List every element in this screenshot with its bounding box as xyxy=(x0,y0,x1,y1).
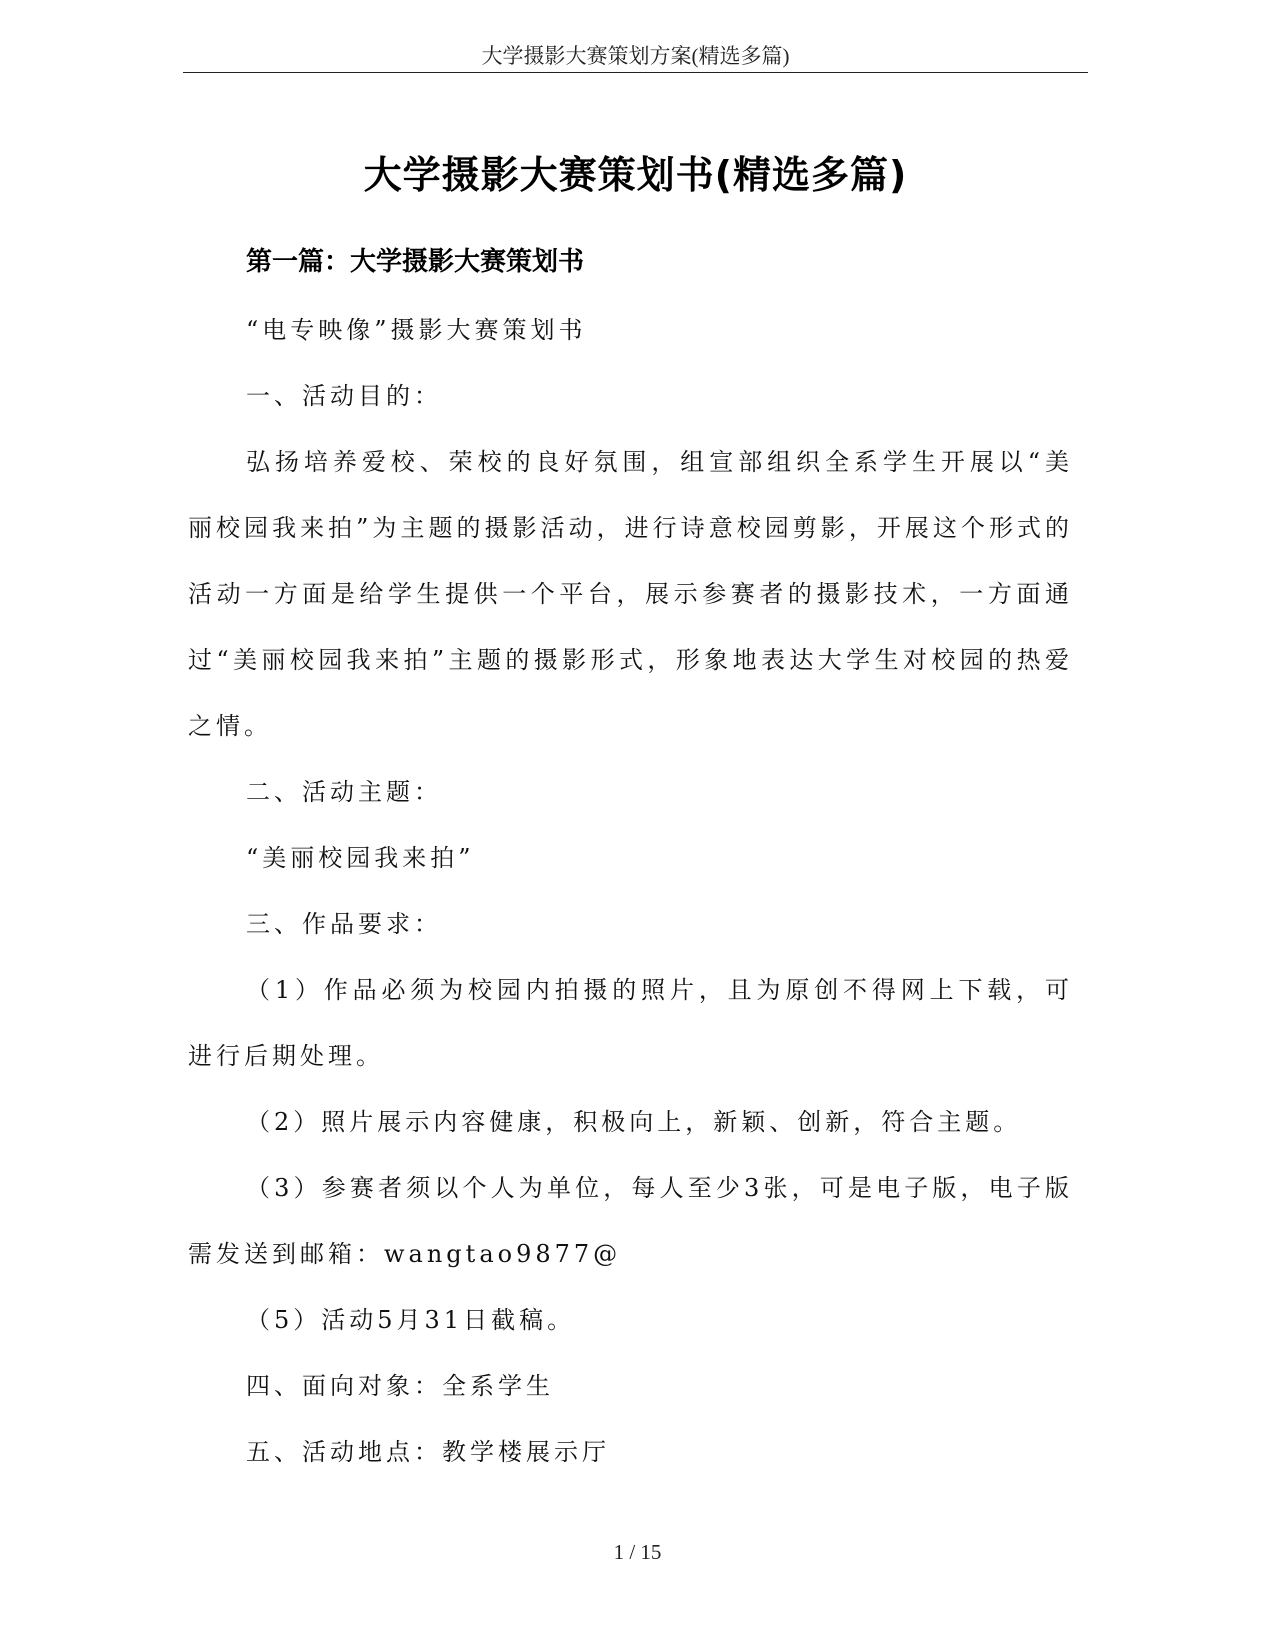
paragraph-heading-purpose: 一、活动目的： xyxy=(246,382,442,410)
paragraph-requirement-3: （3）参赛者须以个人为单位，每人至少3张，可是电子版，电子版需发送到邮箱：wangtao9877@ xyxy=(188,1174,1073,1268)
paragraph-subtitle: “电专映像”摄影大赛策划书 xyxy=(246,316,587,344)
running-header: 大学摄影大赛策划方案(精选多篇) xyxy=(481,44,790,68)
page-number: 1 / 15 xyxy=(613,1540,662,1564)
paragraph-theme-body: “美丽校园我来拍” xyxy=(246,844,475,872)
document-body xyxy=(188,297,1073,1485)
paragraph-location: 五、活动地点：教学楼展示厅 xyxy=(246,1438,610,1466)
document-title: 大学摄影大赛策划书(精选多篇) xyxy=(363,153,908,197)
paragraph-audience: 四、面向对象：全系学生 xyxy=(246,1372,554,1400)
paragraph-heading-requirements: 三、作品要求： xyxy=(246,910,442,938)
paragraph-requirement-2: （2）照片展示内容健康，积极向上，新颖、创新，符合主题。 xyxy=(246,1108,1022,1136)
header-divider xyxy=(183,72,1088,73)
paragraph-purpose-body: 弘扬培养爱校、荣校的良好氛围，组宣部组织全系学生开展以“美丽校园我来拍”为主题的摄影活动，进行诗意校园剪影，开展这个形式的活动一方面是给学生提供一个平台，展示参赛者的摄影技术，一方面通过“美丽校园我来拍”主题的摄影形式，形象地表达大学生对校园的热爱之情。 xyxy=(188,448,1073,740)
section-heading: 第一篇：大学摄影大赛策划书 xyxy=(246,247,585,277)
paragraph-requirement-5: （5）活动5月31日截稿。 xyxy=(246,1306,576,1334)
paragraph-requirement-1: （1）作品必须为校园内拍摄的照片，且为原创不得网上下载，可进行后期处理。 xyxy=(188,976,1073,1070)
paragraph-heading-theme: 二、活动主题： xyxy=(246,778,442,806)
